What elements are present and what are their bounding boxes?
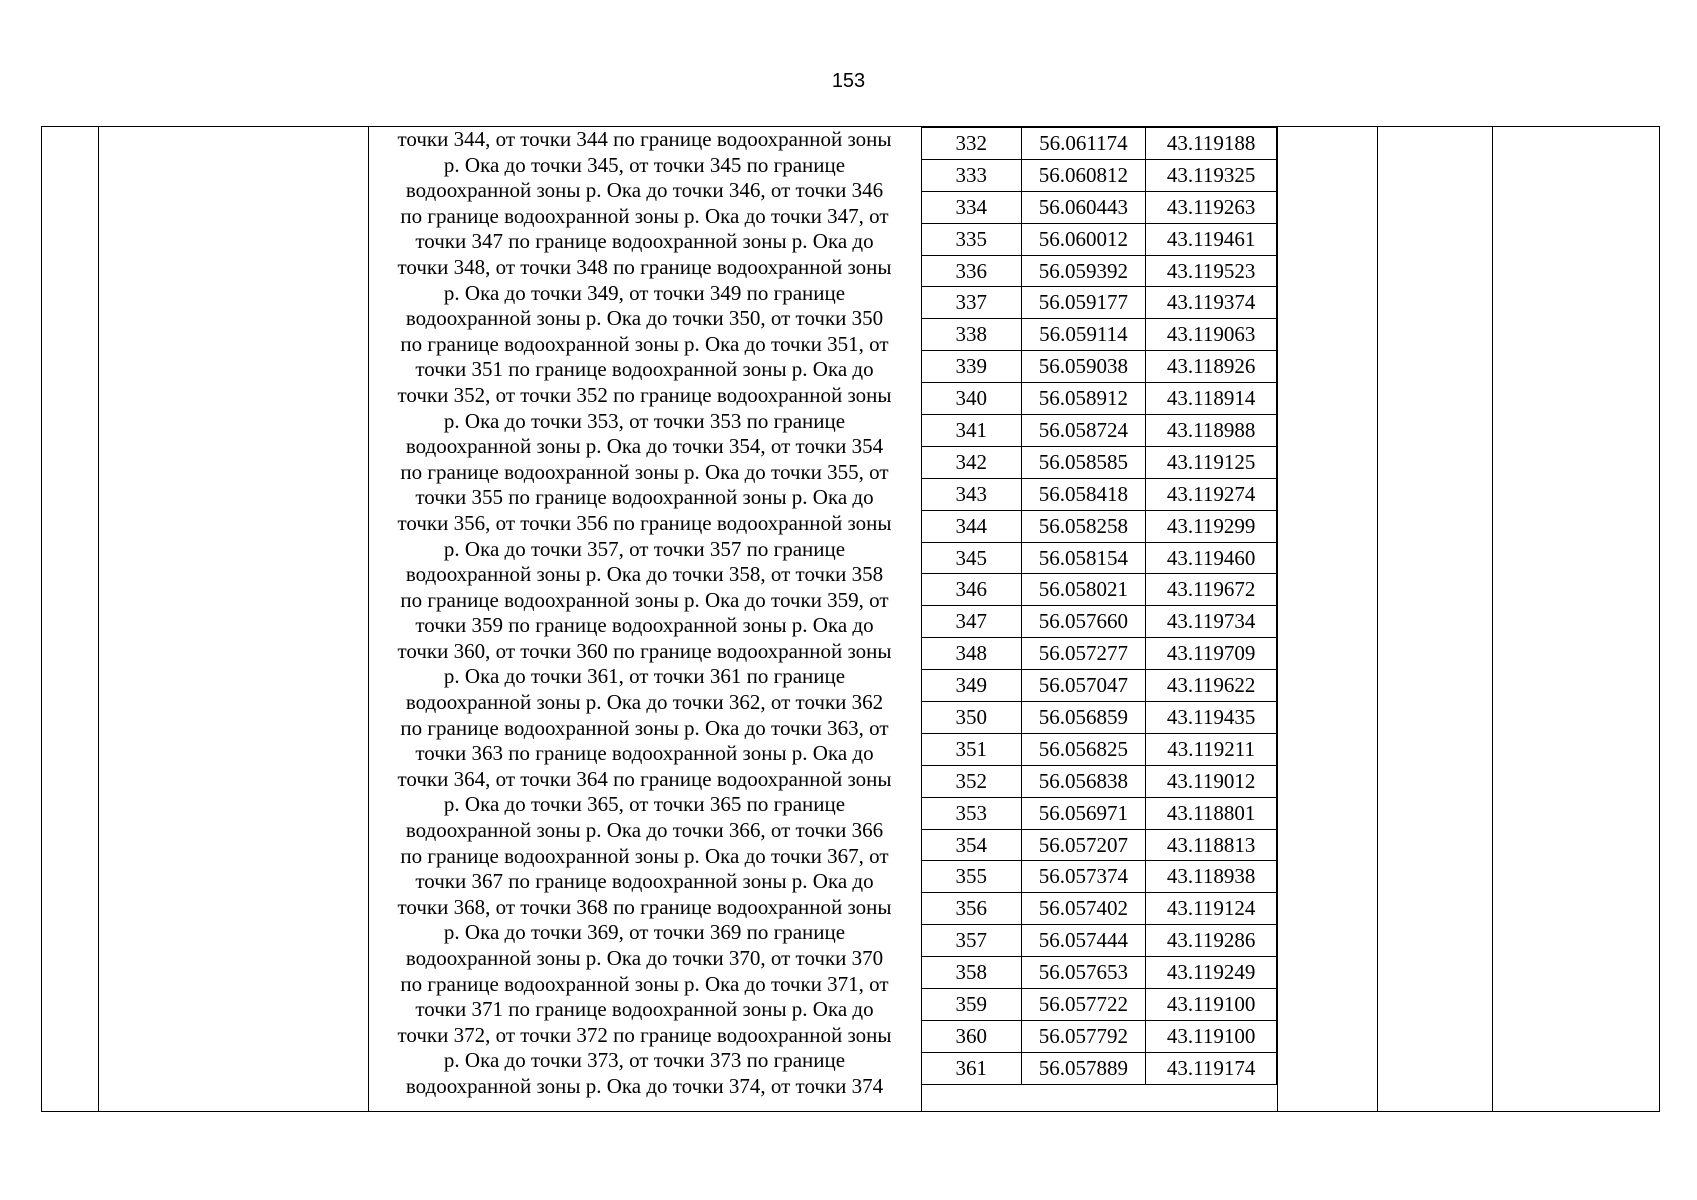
table-row bbox=[922, 128, 1277, 160]
description-line: р. Ока до точки 373, от точки 373 по границе bbox=[443, 1048, 846, 1073]
table-row bbox=[922, 765, 1277, 797]
table-row bbox=[922, 159, 1277, 191]
point-number-cell: 348 bbox=[922, 638, 1022, 670]
longitude-cell: 43.119263 bbox=[1146, 191, 1277, 223]
table-row bbox=[922, 446, 1277, 478]
description-line: р. Ока до точки 361, от точки 361 по границе bbox=[443, 664, 846, 689]
latitude-cell: 56.058154 bbox=[1021, 542, 1146, 574]
longitude-cell: 43.119672 bbox=[1146, 574, 1277, 606]
latitude-cell: 56.059114 bbox=[1021, 319, 1146, 351]
latitude-cell: 56.056859 bbox=[1021, 702, 1146, 734]
table-row bbox=[922, 1052, 1277, 1084]
point-number-cell: 341 bbox=[922, 415, 1022, 447]
point-number-cell: 355 bbox=[922, 861, 1022, 893]
point-number-cell: 358 bbox=[922, 957, 1022, 989]
point-number-cell: 339 bbox=[922, 351, 1022, 383]
longitude-cell: 43.119249 bbox=[1146, 957, 1277, 989]
latitude-cell: 56.057653 bbox=[1021, 957, 1146, 989]
description-line: точки 355 по границе водоохранной зоны р. Ока до bbox=[415, 485, 874, 510]
point-number-cell: 346 bbox=[922, 574, 1022, 606]
point-number-cell: 337 bbox=[922, 287, 1022, 319]
latitude-cell: 56.058585 bbox=[1021, 446, 1146, 478]
description-line: точки 368, от точки 368 по границе водоохранной зоны bbox=[397, 894, 892, 919]
point-number-cell: 345 bbox=[922, 542, 1022, 574]
latitude-cell: 56.057889 bbox=[1021, 1052, 1146, 1084]
longitude-cell: 43.118914 bbox=[1146, 383, 1277, 415]
coordinates-table bbox=[921, 127, 1277, 1085]
description-line: точки 344, от точки 344 по границе водоохранной зоны bbox=[397, 127, 892, 151]
latitude-cell: 56.060443 bbox=[1021, 191, 1146, 223]
point-number-cell: 342 bbox=[922, 446, 1022, 478]
latitude-cell: 56.057207 bbox=[1021, 829, 1146, 861]
description-line: водоохранной зоны р. Ока до точки 358, от точки 358 bbox=[405, 562, 884, 587]
point-number-cell: 354 bbox=[922, 829, 1022, 861]
description-line: р. Ока до точки 369, от точки 369 по границе bbox=[443, 920, 846, 945]
description-line: водоохранной зоны р. Ока до точки 354, от точки 354 bbox=[405, 434, 884, 459]
description-line: точки 371 по границе водоохранной зоны р. Ока до bbox=[415, 997, 874, 1022]
table-row bbox=[922, 925, 1277, 957]
description-line: р. Ока до точки 365, от точки 365 по границе bbox=[443, 792, 846, 817]
longitude-cell: 43.119286 bbox=[1146, 925, 1277, 957]
latitude-cell: 56.060012 bbox=[1021, 223, 1146, 255]
description-line: р. Ока до точки 345, от точки 345 по границе bbox=[443, 152, 846, 177]
latitude-cell: 56.057792 bbox=[1021, 1020, 1146, 1052]
latitude-cell: 56.059038 bbox=[1021, 351, 1146, 383]
table-row bbox=[922, 255, 1277, 287]
table-row bbox=[922, 893, 1277, 925]
description-line: точки 359 по границе водоохранной зоны р. Ока до bbox=[415, 613, 874, 638]
column-divider bbox=[1377, 127, 1378, 1111]
description-line: по границе водоохранной зоны р. Ока до точки 347, от bbox=[400, 203, 889, 228]
table-row bbox=[922, 542, 1277, 574]
table-row bbox=[922, 702, 1277, 734]
latitude-cell: 56.057374 bbox=[1021, 861, 1146, 893]
latitude-cell: 56.057277 bbox=[1021, 638, 1146, 670]
point-number-cell: 357 bbox=[922, 925, 1022, 957]
latitude-cell: 56.057722 bbox=[1021, 989, 1146, 1021]
description-line: р. Ока до точки 357, от точки 357 по границе bbox=[443, 536, 846, 561]
longitude-cell: 43.119124 bbox=[1146, 893, 1277, 925]
table-row bbox=[922, 319, 1277, 351]
point-number-cell: 349 bbox=[922, 670, 1022, 702]
latitude-cell: 56.057047 bbox=[1021, 670, 1146, 702]
point-number-cell: 343 bbox=[922, 478, 1022, 510]
longitude-cell: 43.119325 bbox=[1146, 159, 1277, 191]
point-number-cell: 332 bbox=[922, 128, 1022, 160]
longitude-cell: 43.118813 bbox=[1146, 829, 1277, 861]
point-number-cell: 352 bbox=[922, 765, 1022, 797]
point-number-cell: 350 bbox=[922, 702, 1022, 734]
latitude-cell: 56.056971 bbox=[1021, 797, 1146, 829]
table-row bbox=[922, 733, 1277, 765]
longitude-cell: 43.119734 bbox=[1146, 606, 1277, 638]
point-number-cell: 333 bbox=[922, 159, 1022, 191]
latitude-cell: 56.056838 bbox=[1021, 765, 1146, 797]
latitude-cell: 56.056825 bbox=[1021, 733, 1146, 765]
latitude-cell: 56.057444 bbox=[1021, 925, 1146, 957]
description-line: водоохранной зоны р. Ока до точки 370, от точки 370 bbox=[405, 946, 884, 970]
latitude-cell: 56.058258 bbox=[1021, 510, 1146, 542]
latitude-cell: 56.058724 bbox=[1021, 415, 1146, 447]
description-line: точки 347 по границе водоохранной зоны р. Ока до bbox=[415, 229, 874, 254]
point-number-cell: 344 bbox=[922, 510, 1022, 542]
description-line: водоохранной зоны р. Ока до точки 362, от точки 362 bbox=[405, 690, 884, 715]
description-line: точки 351 по границе водоохранной зоны р. Ока до bbox=[415, 357, 874, 382]
description-line: точки 372, от точки 372 по границе водоохранной зоны bbox=[397, 1022, 892, 1047]
table-row bbox=[922, 957, 1277, 989]
table-row bbox=[922, 1020, 1277, 1052]
latitude-cell: 56.059177 bbox=[1021, 287, 1146, 319]
table-row bbox=[922, 223, 1277, 255]
table-row bbox=[922, 606, 1277, 638]
longitude-cell: 43.118801 bbox=[1146, 797, 1277, 829]
description-line: р. Ока до точки 353, от точки 353 по границе bbox=[443, 408, 846, 433]
table-row bbox=[922, 670, 1277, 702]
longitude-cell: 43.119174 bbox=[1146, 1052, 1277, 1084]
description-line: по границе водоохранной зоны р. Ока до точки 371, от bbox=[400, 971, 889, 996]
table-row bbox=[922, 861, 1277, 893]
longitude-cell: 43.119100 bbox=[1146, 1020, 1277, 1052]
description-line: точки 364, от точки 364 по границе водоохранной зоны bbox=[397, 766, 892, 791]
point-number-cell: 335 bbox=[922, 223, 1022, 255]
description-line: водоохранной зоны р. Ока до точки 366, от точки 366 bbox=[405, 818, 884, 843]
longitude-cell: 43.119063 bbox=[1146, 319, 1277, 351]
longitude-cell: 43.119125 bbox=[1146, 446, 1277, 478]
longitude-cell: 43.119012 bbox=[1146, 765, 1277, 797]
table-row bbox=[922, 383, 1277, 415]
description-line: точки 356, от точки 356 по границе водоохранной зоны bbox=[397, 510, 892, 535]
longitude-cell: 43.119523 bbox=[1146, 255, 1277, 287]
column-divider bbox=[98, 127, 99, 1111]
longitude-cell: 43.119299 bbox=[1146, 510, 1277, 542]
latitude-cell: 56.060812 bbox=[1021, 159, 1146, 191]
point-number-cell: 334 bbox=[922, 191, 1022, 223]
column-divider bbox=[1492, 127, 1493, 1111]
point-number-cell: 336 bbox=[922, 255, 1022, 287]
latitude-cell: 56.057660 bbox=[1021, 606, 1146, 638]
description-line: водоохранной зоны р. Ока до точки 374, от точки 374 bbox=[405, 1073, 884, 1098]
longitude-cell: 43.118926 bbox=[1146, 351, 1277, 383]
description-line: точки 348, от точки 348 по границе водоохранной зоны bbox=[397, 254, 892, 279]
description-line: по границе водоохранной зоны р. Ока до точки 367, от bbox=[400, 843, 889, 868]
latitude-cell: 56.061174 bbox=[1021, 128, 1146, 160]
longitude-cell: 43.118988 bbox=[1146, 415, 1277, 447]
description-line: по границе водоохранной зоны р. Ока до точки 355, от bbox=[400, 459, 889, 484]
longitude-cell: 43.119622 bbox=[1146, 670, 1277, 702]
description-line: по границе водоохранной зоны р. Ока до точки 351, от bbox=[400, 331, 889, 356]
table-row bbox=[922, 989, 1277, 1021]
longitude-cell: 43.119461 bbox=[1146, 223, 1277, 255]
longitude-cell: 43.119211 bbox=[1146, 733, 1277, 765]
table-row bbox=[922, 638, 1277, 670]
longitude-cell: 43.119188 bbox=[1146, 128, 1277, 160]
latitude-cell: 56.057402 bbox=[1021, 893, 1146, 925]
description-line: точки 367 по границе водоохранной зоны р. Ока до bbox=[415, 869, 874, 894]
latitude-cell: 56.059392 bbox=[1021, 255, 1146, 287]
longitude-cell: 43.119274 bbox=[1146, 478, 1277, 510]
description-line: по границе водоохранной зоны р. Ока до точки 359, от bbox=[400, 587, 889, 612]
table-row bbox=[922, 478, 1277, 510]
point-number-cell: 361 bbox=[922, 1052, 1022, 1084]
latitude-cell: 56.058912 bbox=[1021, 383, 1146, 415]
table-row bbox=[922, 510, 1277, 542]
description-line: точки 360, от точки 360 по границе водоохранной зоны bbox=[397, 638, 892, 663]
description-line: по границе водоохранной зоны р. Ока до точки 363, от bbox=[400, 715, 889, 740]
description-line: точки 352, от точки 352 по границе водоохранной зоны bbox=[397, 382, 892, 407]
page-number: 153 bbox=[831, 70, 866, 92]
table-row bbox=[922, 829, 1277, 861]
point-number-cell: 360 bbox=[922, 1020, 1022, 1052]
description-line: водоохранной зоны р. Ока до точки 346, от точки 346 bbox=[405, 178, 884, 203]
latitude-cell: 56.058418 bbox=[1021, 478, 1146, 510]
description-line: водоохранной зоны р. Ока до точки 350, от точки 350 bbox=[405, 306, 884, 331]
point-number-cell: 353 bbox=[922, 797, 1022, 829]
latitude-cell: 56.058021 bbox=[1021, 574, 1146, 606]
document-table bbox=[41, 126, 1660, 1112]
longitude-cell: 43.119460 bbox=[1146, 542, 1277, 574]
longitude-cell: 43.119435 bbox=[1146, 702, 1277, 734]
table-row bbox=[922, 415, 1277, 447]
table-row bbox=[922, 287, 1277, 319]
point-number-cell: 340 bbox=[922, 383, 1022, 415]
table-row bbox=[922, 797, 1277, 829]
point-number-cell: 347 bbox=[922, 606, 1022, 638]
description-line: точки 363 по границе водоохранной зоны р. Ока до bbox=[415, 741, 874, 766]
description-line: р. Ока до точки 349, от точки 349 по границе bbox=[443, 280, 846, 305]
point-number-cell: 356 bbox=[922, 893, 1022, 925]
table-row bbox=[922, 574, 1277, 606]
point-number-cell: 338 bbox=[922, 319, 1022, 351]
table-row bbox=[922, 351, 1277, 383]
point-number-cell: 359 bbox=[922, 989, 1022, 1021]
longitude-cell: 43.119100 bbox=[1146, 989, 1277, 1021]
table-row bbox=[922, 191, 1277, 223]
column-divider bbox=[1277, 127, 1278, 1111]
point-number-cell: 351 bbox=[922, 733, 1022, 765]
boundary-description bbox=[368, 127, 921, 1100]
longitude-cell: 43.118938 bbox=[1146, 861, 1277, 893]
longitude-cell: 43.119374 bbox=[1146, 287, 1277, 319]
longitude-cell: 43.119709 bbox=[1146, 638, 1277, 670]
